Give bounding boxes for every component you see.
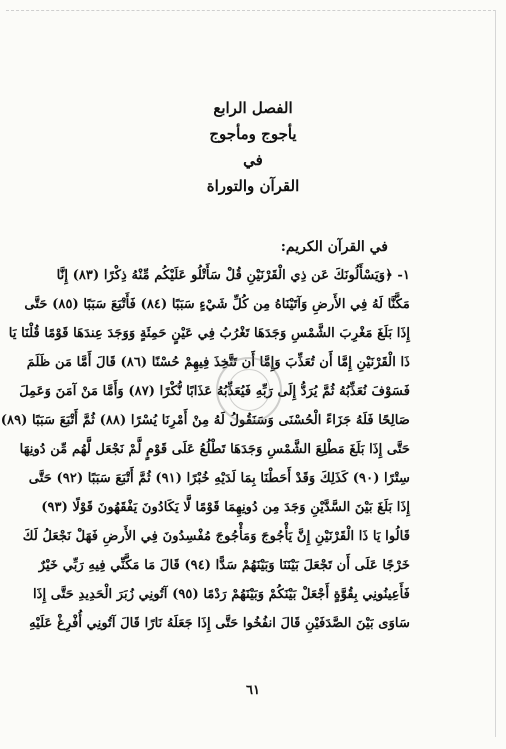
chapter-title-block bbox=[0, 95, 506, 199]
text-line: إِذَا بَلَغَ بَيْنَ السَّدَّيْنِ وَجَدَ مِن دُونِهِمَا قَوْمًا لَّا يَكَادُونَ يَفْقَهُونَ قَوْلًا (٩٣) bbox=[41, 500, 410, 515]
text-line: خَرْجًا عَلَى أَن تَجْعَلَ بَيْنَنَا وَبَيْنَهُمْ سَدًّا (٩٤) قَالَ مَا مَكَّنِّي فِيهِ رَبِّي خَيْرٌ bbox=[38, 558, 410, 573]
text-line: مَكَّنَّا لَهُ فِي الأَرضِ وَآتَيْنَاهُ مِن كُلِّ شَيْءٍ سَبَبًا (٨٤) فَأَتْبَعَ سَبَبًا (٨٥) حَتَّى bbox=[24, 297, 410, 312]
chapter-sources: القرآن والتوراة bbox=[206, 177, 300, 195]
text-line: سَاوَى بَيْنَ الصَّدَفَيْنِ قَالَ انفُخُوا حَتَّى إِذَا جَعَلَهُ نَارًا قَالَ آتُونِي أُفْرِغْ عَلَيْهِ bbox=[29, 616, 410, 631]
text-line: صَالِحًا فَلَهُ جَزَاءً الْحُسْنَى وَسَنَقُولُ لَهُ مِنْ أَمْرِنَا يُسْرًا (٨٨) ثُمَّ أَتْبَعَ سَبَبًا (٨٩) bbox=[0, 413, 410, 428]
page-number: ٦١ bbox=[246, 683, 260, 698]
text-line: حَتَّى إِذَا بَلَغَ مَطْلِعَ الشَّمْسِ وَجَدَهَا تَطْلُعُ عَلَى قَوْمٍ لَّمْ نَجْعَل لَّهُم مِّن دُونِهَا bbox=[19, 442, 410, 457]
chapter-preposition: في bbox=[243, 151, 263, 169]
chapter-number: الفصل الرابع bbox=[213, 99, 293, 117]
chapter-subject: يأجوج ومأجوج bbox=[209, 125, 297, 143]
text-line: فَسَوْفَ نُعَذِّبُهُ ثُمَّ يُرَدُّ إِلَى رَبِّهِ فَيُعَذِّبُهُ عَذَابًا نُّكْرًا (٨٧) وَأَمَّا مَنْ آمَنَ وَعَمِلَ bbox=[19, 384, 410, 399]
section-heading: في القرآن الكريم: bbox=[280, 239, 388, 255]
text-line: قَالُوا يَا ذَا الْقَرْنَيْنِ إِنَّ يَأْجُوجَ وَمَأْجُوجَ مُفْسِدُونَ فِي الأَرضِ فَهَلْ نَجْعَلُ لَكَ bbox=[22, 529, 410, 544]
text-line: ١- ﴿وَيَسْأَلُونَكَ عَن ذِي الْقَرْنَيْنِ قُلْ سَأَتْلُو عَلَيْكُم مِّنْهُ ذِكْرًا (٨٣) إِنَّا bbox=[56, 268, 410, 283]
text-line: ذَا الْقَرْنَيْنِ إِمَّا أَن تُعَذِّبَ وَإِمَّا أَن تَتَّخِذَ فِيهِمْ حُسْنًا (٨٦) قَالَ أَمَّا مَن ظَلَمَ bbox=[26, 355, 410, 370]
text-line: إِذَا بَلَغَ مَغْرِبَ الشَّمْسِ وَجَدَهَا تَغْرُبُ فِي عَيْنٍ حَمِئَةٍ وَوَجَدَ عِندَهَا قَوْمًا قُلْنَا يَا bbox=[8, 326, 410, 341]
text-line: سِتْرًا (٩٠) كَذَلِكَ وَقَدْ أَحَطْنَا بِمَا لَدَيْهِ خُبْرًا (٩١) ثُمَّ أَتْبَعَ سَبَبًا (٩٢) حَتَّى bbox=[28, 471, 410, 486]
page-edge-top bbox=[6, 10, 496, 12]
body-text bbox=[0, 261, 410, 638]
text-line: فَأَعِينُونِي بِقُوَّةٍ أَجْعَلْ بَيْنَكُمْ وَبَيْنَهُمْ رَدْمًا (٩٥) آتُونِي زُبَرَ الْحَدِيدِ حَتَّى إِذَا bbox=[32, 587, 410, 602]
